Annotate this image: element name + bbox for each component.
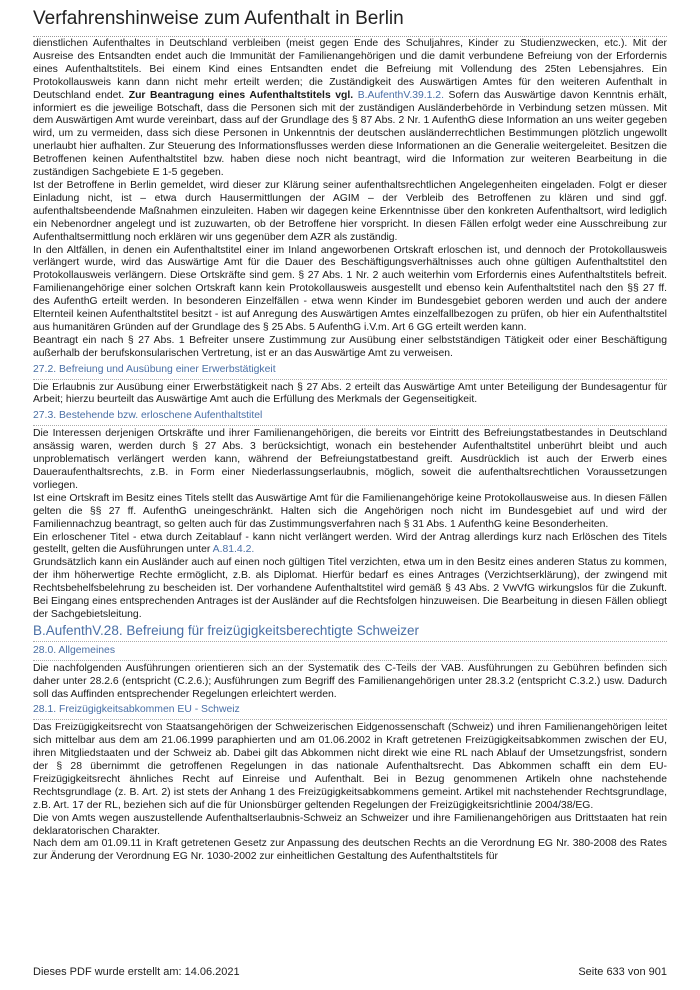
creation-date: Dieses PDF wurde erstellt am: 14.06.2021 <box>33 966 240 978</box>
paragraph: Ist der Betroffene in Berlin gemeldet, wird dieser zur Klärung seiner aufenthaltsrechtlichen Angelegenheiten eingeladen. Folgt er dieser Einladung nicht, ist – etwa durch Hausermittlungen der AGIM – der Verbleib des Betroffenen zu klären und sind ggf. aufenthaltsbeendende Maßnahmen einzuleiten. Haben wir dagegen keine Erkenntnisse über den konkreten Aufenthaltsort, wird lediglich ein Nebenordner angelegt und ist zuzuwarten, ob der Betroffene hier vorspricht. In diesen Fällen erfolgt weder eine Ausschreibung zur Aufenthaltsermittlung noch erklären wir uns gegenüber dem AZR als zuständig. <box>33 179 667 243</box>
page-title: Verfahrenshinweise zum Aufenthalt in Berlin <box>33 8 404 29</box>
paragraph: Beantragt ein nach § 27 Abs. 1 Befreiter unsere Zustimmung zur Ausübung einer selbstständigen Tätigkeit oder einer Beschäftigung außerhalb der berufskonsularischen Vertretung, ist er an das Auswärtige Amt zu verweisen. <box>33 334 667 359</box>
link-a-81-4-2[interactable]: A.81.4.2. <box>212 544 255 556</box>
paragraph: Ist eine Ortskraft im Besitz eines Titels stellt das Auswärtige Amt für die Familienangehörige keine Protokollausweise aus. In diesen Fällen gelten die §§ 27 ff. AufenthG uneingeschränkt. Halten sich die Angehörigen noch nicht im Bundesgebiet auf und wird der Familiennachzug beantragt, so gelten auch für das Zustimmungsverfahren nach § 31 Abs. 1 AufenthG keine Besonderheiten. <box>33 492 667 530</box>
paragraph: dienstlichen Aufenthaltes in Deutschland verbleiben (meist gegen Ende des Schuljahres, Kinder zu Studienzwecken, etc.). Mit der Ausreise des Entsandten endet auch die Immunität der Familienangehörigen und die damit verbundene Befreiung von der Erfordernis eines Aufenthaltstitels. Bei einem Kind eines Entsandten endet die Befreiung mit Vollendung des 25ten Lebensjahres. Ein Protokollausweis kann dann nicht mehr erteilt werden; die Zuständigkeit des Auswärtigen Amtes für den weiteren Aufenthalt in Deutschland endet. Zur Beantragung eines Aufenthaltstitels vgl. B.AufenthV.39.1.2. Sofern das Auswärtige davon Kenntnis erhält, informiert es die jeweilige Botschaft, dass die Personen sich mit der zuständigen Ausländerbehörde in Verbindung setzen müssen. Mit dem Auswärtigen Amt wurde vereinbart, dass auf der Grundlage des § 87 Abs. 2 Nr. 1 AufenthG diese Information an uns weiter gegeben wird, um zu vermeiden, dass sich diese Personen in Unkenntnis der deutschen ausländerrechtlichen Bestimmungen plötzlich ungewollt unerlaubt hier aufhalten. Zur Steuerung des Informationsflusses werden diese Informationen an die Generalie weitergeleitet. Besitzen die Betroffenen keinen Aufenthaltstitel bzw. haben diese noch nicht beantragt, wird die Information zur weiteren Bearbeitung in die zuständigen Sachgebiete E 1-5 gegeben. <box>33 38 667 179</box>
bold-reference: Zur Beantragung eines Aufenthaltstitels vgl. <box>128 89 354 101</box>
chapter-heading-aufenthv-28: B.AufenthV.28. Befreiung für freizügigkeitsberechtigte Schweizer <box>33 625 667 642</box>
paragraph: In den Altfällen, in denen ein Aufenthaltstitel einer im Inland angeworbenen Ortskraft erloschen ist, und dennoch der Protokollausweis verlängert wurde, wird das Auswärtige Amt für die Dauer des Beschäftigungsverhältnisses auch ohne gültigen Aufenthaltstitel den Protokollausweis verlängern. Diese Ortskräfte sind gem. § 27 Abs. 1 Nr. 2 auch weiterhin vom Erfordernis eines Aufenthaltstitels befreit. Familienangehörige einer solchen Ortskraft kann kein Protokollausweis ausgestellt und ebenso kein Aufenthaltstitel nach den §§ 27 ff. des AufenthG erteilt werden. In besonderen Einzelfällen - etwa wenn Kinder im Bundesgebiet geboren werden und auch der andere Elternteil keinen Aufenthaltstitel besitzt - ist auf Anregung des Auswärtigen Amtes einzelfallbezogen zu prüfen, ob hier ein Aufenthaltstitel aus humanitären Gründen auf der Grundlage des § 25 Abs. 5 AufenthG i.V.m. Art 6 GG erteilt werden kann. <box>33 244 667 333</box>
link-aufenthv-39-1-2[interactable]: B.AufenthV.39.1.2. <box>357 89 444 101</box>
paragraph: Das Freizügigkeitsrecht von Staatsangehörigen der Schweizerischen Eidgenossenschaft (Schweiz) und ihren Familienangehörigen leitet sich mittelbar aus dem am 21.06.1999 paraphierten und am 01.06.2002 in Kraft getretenen Freizügigkeitsabkommen zwischen der EU, ihren Mitgliedstaaten und der Schweiz ab. Dabei gilt das Abkommen nicht direkt wie eine RL nach Ablauf der Umsetzungsfrist, sondern der § 28 übernimmt die getroffenen Regelungen in das nationale Aufenthaltsrecht. Das Abkommen schafft ein dem EU-Freizügigkeitsrecht ähnliches Recht auf Einreise und Aufenthalt. Bei in Bezug genommenen Artikeln ohne nachstehende Rechtsgrundlage (z. B. Art. 2) ist stets der Anhang 1 des Freizügigkeitsabkommens gemeint. Artikel mit nachstehender Rechtsgrundlage, z.B. Art. 17 der RL, beziehen sich auf die für Unionsbürger geltenden Regelungen der Freizügigkeitsrichtlinie 2004/38/EG. <box>33 722 667 811</box>
section-heading-28-0: 28.0. Allgemeines <box>33 645 667 661</box>
paragraph: Grundsätzlich kann ein Ausländer auch auf einen noch gültigen Titel verzichten, etwa um in den Besitz eines anderen Status zu kommen, der ihm höherwertige Rechte ermöglicht, z.B. als Diplomat. Hierfür bedarf es eines Antrages (Verzichtserklärung), der zwingend mit Rechtsbehelfsbelehrung zu bescheiden ist. Der vorhandene Aufenthaltstitel wird gemäß § 43 Abs. 2 VwVfG wirkungslos für die Zukunft. Bei Eingang eines entsprechenden Antrages ist der Ausländer auf die Rechtsfolgen hinzuweisen. Die Bearbeitung in diesen Fällen obliegt der Sachgebietsleitung. <box>33 557 667 620</box>
title-divider <box>33 36 667 37</box>
paragraph: Nach dem am 01.09.11 in Kraft getretenen Gesetz zur Anpassung des deutschen Rechts an die Verordnung EG Nr. 380-2008 des Rates zur Änderung der Verordnung EG Nr. 1030-2002 zur einheitlichen Gestaltung des Aufenthaltstitels für <box>33 838 667 863</box>
paragraph: Die Erlaubnis zur Ausübung einer Erwerbstätigkeit nach § 27 Abs. 2 erteilt das Auswärtige Amt unter Beteiligung der Bundesagentur für Arbeit; hierzu beurteilt das Auswärtige Amt auch die Erfüllung des Merkmals der Gegenseitigkeit. <box>33 381 667 406</box>
section-heading-27-2: 27.2. Befreiung und Ausübung einer Erwerbstätigkeit <box>33 364 667 380</box>
paragraph: Ein erloschener Titel - etwa durch Zeitablauf - kann nicht verlängert werden. Wird der Antrag allerdings kurz nach Erlöschen des Titels gestellt, gelten die Ausführungen unter A.81.4.2. <box>33 531 667 556</box>
paragraph: Die von Amts wegen auszustellende Aufenthaltserlaubnis-Schweiz an Schweizer und ihre Familienangehörigen aus Drittstaaten hat rein deklaratorischen Charakter. <box>33 812 667 837</box>
paragraph: Die nachfolgenden Ausführungen orientieren sich an der Systematik des C-Teils der VAB. Ausführungen zu Gebühren befinden sich daher unter 28.2.6 (entspricht (C.2.6.); Ausführungen zum Begriff des Familienangehörigen unter 28.3.2 (entspricht C.3.2.) usw. Dadurch soll das Auffinden entsprechender Regelungen erleichtert werden. <box>33 662 667 700</box>
document-body <box>33 38 667 864</box>
page-number: Seite 633 von 901 <box>578 966 667 978</box>
paragraph: Die Interessen derjenigen Ortskräfte und ihrer Familienangehörigen, die bereits vor Eintritt des Befreiungstatbestandes in Deutschland ansässig waren, werden durch § 27 Abs. 3 berücksichtigt, wonach ein bestehender Aufenthaltstitel unberührt bleibt und auch unproblematisch verlängert werden kann, während der Befreiungstatbestand greift. Ausdrücklich ist auch der Erwerb eines Daueraufenthaltsrechts, z.B. in Form einer Niederlassungserlaubnis, möglich, soweit die aufenthaltsrechtlichen Voraussetzungen vorliegen. <box>33 428 667 491</box>
section-heading-27-3: 27.3. Bestehende bzw. erloschene Aufenthaltstitel <box>33 410 667 426</box>
section-heading-28-1: 28.1. Freizügigkeitsabkommen EU - Schweiz <box>33 704 667 720</box>
